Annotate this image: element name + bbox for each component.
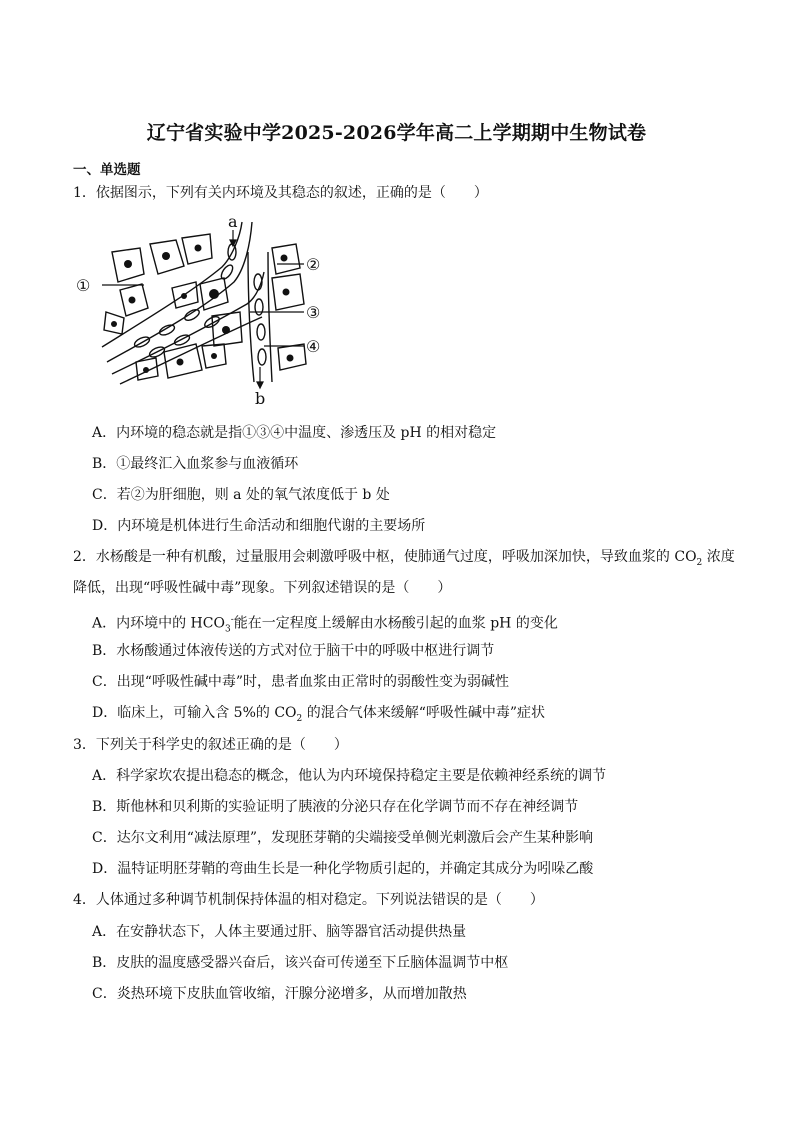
- question-2-stem: 2．水杨酸是一种有机酸，过量服用会刺激呼吸中枢，使肺通气过度，呼吸加深加快，导致血浆的 $CO_2$ 浓度: [73, 549, 735, 568]
- question-3-option-a: A．科学家坎农提出稳态的概念，他认为内环境保持稳定主要是依赖神经系统的调节: [92, 768, 607, 784]
- question-1-option-d: D．内环境是机体进行生命活动和细胞代谢的主要场所: [92, 518, 426, 534]
- cell-nucleus: [124, 260, 132, 268]
- question-1-option-c: C．若②为肝细胞，则 a 处的氧气浓度低于 b 处: [92, 487, 390, 503]
- cell-nucleus: [177, 359, 184, 366]
- question-2-option-c: C．出现“呼吸性碱中毒”时，患者血浆由正常时的弱酸性变为弱碱性: [92, 674, 510, 690]
- cell-nucleus: [162, 252, 170, 260]
- cell-nucleus: [181, 293, 187, 299]
- label-4: ④: [306, 337, 321, 356]
- cell-nucleus: [283, 289, 290, 296]
- question-1-stem: 1．依据图示，下列有关内环境及其稳态的叙述，正确的是（ ）: [73, 185, 488, 201]
- label-a: a: [228, 212, 238, 231]
- page-title: 辽宁省实验中学2025-2026学年高二上学期期中生物试卷: [146, 122, 647, 144]
- cell-nucleus: [287, 355, 294, 362]
- question-2-option-b: B．水杨酸通过体液传送的方式对位于脑干中的呼吸中枢进行调节: [92, 643, 495, 659]
- question-1-option-b: B．①最终汇入血浆参与血液循环: [92, 456, 299, 472]
- blood-cell: [258, 349, 266, 365]
- question-4-option-c: C．炎热环境下皮肤血管收缩，汗腺分泌增多，从而增加散热: [92, 986, 467, 1002]
- blood-cell: [255, 299, 263, 315]
- question-2-stem-line2: 降低，出现“呼吸性碱中毒”现象。下列叙述错误的是（ ）: [73, 580, 452, 596]
- question-1-option-a: A．内环境的稳态就是指①③④中温度、渗透压及 pH 的相对稳定: [92, 425, 497, 441]
- question-4-option-b: B．皮肤的温度感受器兴奋后，该兴奋可传递至下丘脑体温调节中枢: [92, 955, 509, 971]
- vessel-wall: [268, 252, 272, 382]
- question-2-option-d: D．临床上，可输入含 5%的 $CO_2$ 的混合气体来缓解“呼吸性碱中毒”症状: [92, 705, 546, 724]
- blood-cell: [158, 323, 176, 337]
- label-b: b: [255, 389, 266, 408]
- question-4-stem: 4．人体通过多种调节机制保持体温的相对稳定。下列说法错误的是（ ）: [73, 892, 544, 908]
- cell-nucleus: [111, 321, 117, 327]
- cell-nucleus: [195, 245, 202, 252]
- label-2: ②: [306, 255, 321, 274]
- section-heading: 一、单选题: [73, 162, 141, 178]
- cell-nucleus: [209, 289, 219, 299]
- label-1: ①: [76, 276, 91, 295]
- cell-nucleus: [281, 255, 288, 262]
- tissue-diagram: [72, 212, 342, 412]
- question-2-option-a: A．内环境中的 $HCO_3^-$能在一定程度上缓解由水杨酸引起的血浆 pH 的变化: [92, 615, 558, 635]
- question-4-option-a: A．在安静状态下，人体主要通过肝、脑等器官活动提供热量: [92, 924, 467, 940]
- blood-cell: [257, 324, 265, 340]
- question-3-option-c: C．达尔文利用“减法原理”，发现胚芽鞘的尖端接受单侧光刺激后会产生某种影响: [92, 830, 594, 846]
- question-3-option-b: B．斯他林和贝利斯的实验证明了胰液的分泌只存在化学调节而不存在神经调节: [92, 799, 579, 815]
- cell-nucleus: [211, 353, 217, 359]
- vessel-wall: [248, 252, 254, 382]
- arrow-b-head: [257, 382, 263, 388]
- cell-nucleus: [143, 367, 149, 373]
- blood-cell: [183, 308, 201, 323]
- question-3-stem: 3．下列关于科学史的叙述正确的是（ ）: [73, 737, 348, 753]
- question-3-option-d: D．温特证明胚芽鞘的弯曲生长是一种化学物质引起的，并确定其成分为吲哚乙酸: [92, 861, 594, 877]
- blood-cell: [173, 333, 191, 347]
- label-3: ③: [306, 303, 321, 322]
- cell-nucleus: [129, 297, 136, 304]
- cell-nucleus: [222, 326, 230, 334]
